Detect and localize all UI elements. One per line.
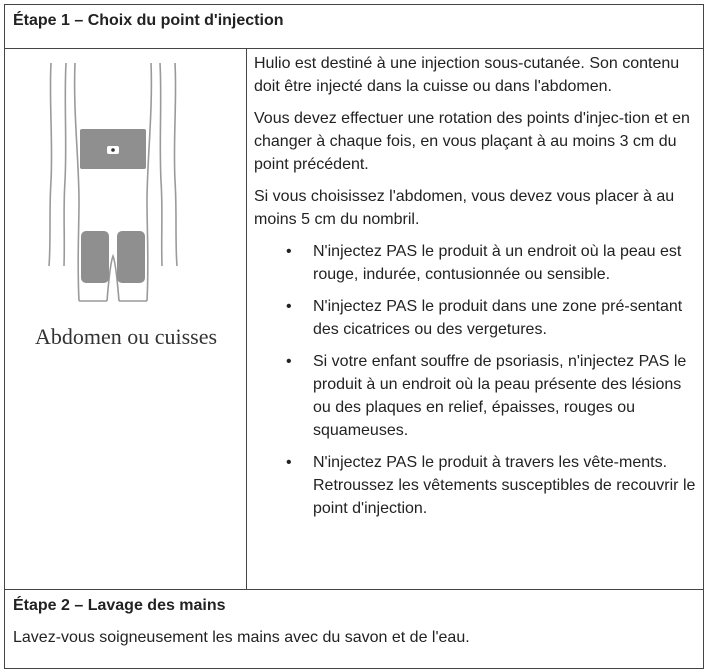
left-thigh-zone xyxy=(81,231,109,283)
warning-list xyxy=(254,240,697,520)
step2-row xyxy=(5,590,703,668)
paragraph: Si vous choisissez l'abdomen, vous devez vous placer à au moins 5 cm du nombril. xyxy=(254,188,675,228)
step1-content-row xyxy=(5,49,703,590)
list-item: • N'injectez PAS le produit à travers les vête-ments. Retroussez les vêtements susceptibles de recouvrir le point d'injection. xyxy=(313,451,697,520)
figure-caption: Abdomen ou cuisses xyxy=(34,324,218,349)
paragraph: Hulio est destiné à une injection sous-cutanée. Son contenu doit être injecté dans la cuisse ou dans l'abdomen. xyxy=(254,55,680,95)
paragraph: Vous devez effectuer une rotation des points d'injec-tion et en changer à chaque fois, en vous plaçant à au moins 3 cm du point précédent. xyxy=(254,110,690,173)
step2-text: Lavez-vous soigneusement les mains avec du savon et de l'eau. xyxy=(13,629,470,646)
instructions-cell xyxy=(247,49,703,589)
right-thigh-zone xyxy=(117,231,145,283)
step1-title: Étape 1 – Choix du point d'injection xyxy=(5,5,703,49)
figure-cell xyxy=(5,49,247,589)
list-item: • Si votre enfant souffre de psoriasis, n'injectez PAS le produit à un endroit où la peau présente des lésions ou des plaques en relief, épaisses, rouges ou squameuses. xyxy=(313,350,697,442)
list-item: • N'injectez PAS le produit à un endroit où la peau est rouge, indurée, contusionnée ou sensible. xyxy=(313,240,697,286)
list-item: • N'injectez PAS le produit dans une zone pré-sentant des cicatrices ou des vergetures. xyxy=(313,295,697,341)
instruction-table xyxy=(4,4,704,669)
step2-title: Étape 2 – Lavage des mains xyxy=(13,597,226,614)
body-outline-figure xyxy=(23,61,203,311)
